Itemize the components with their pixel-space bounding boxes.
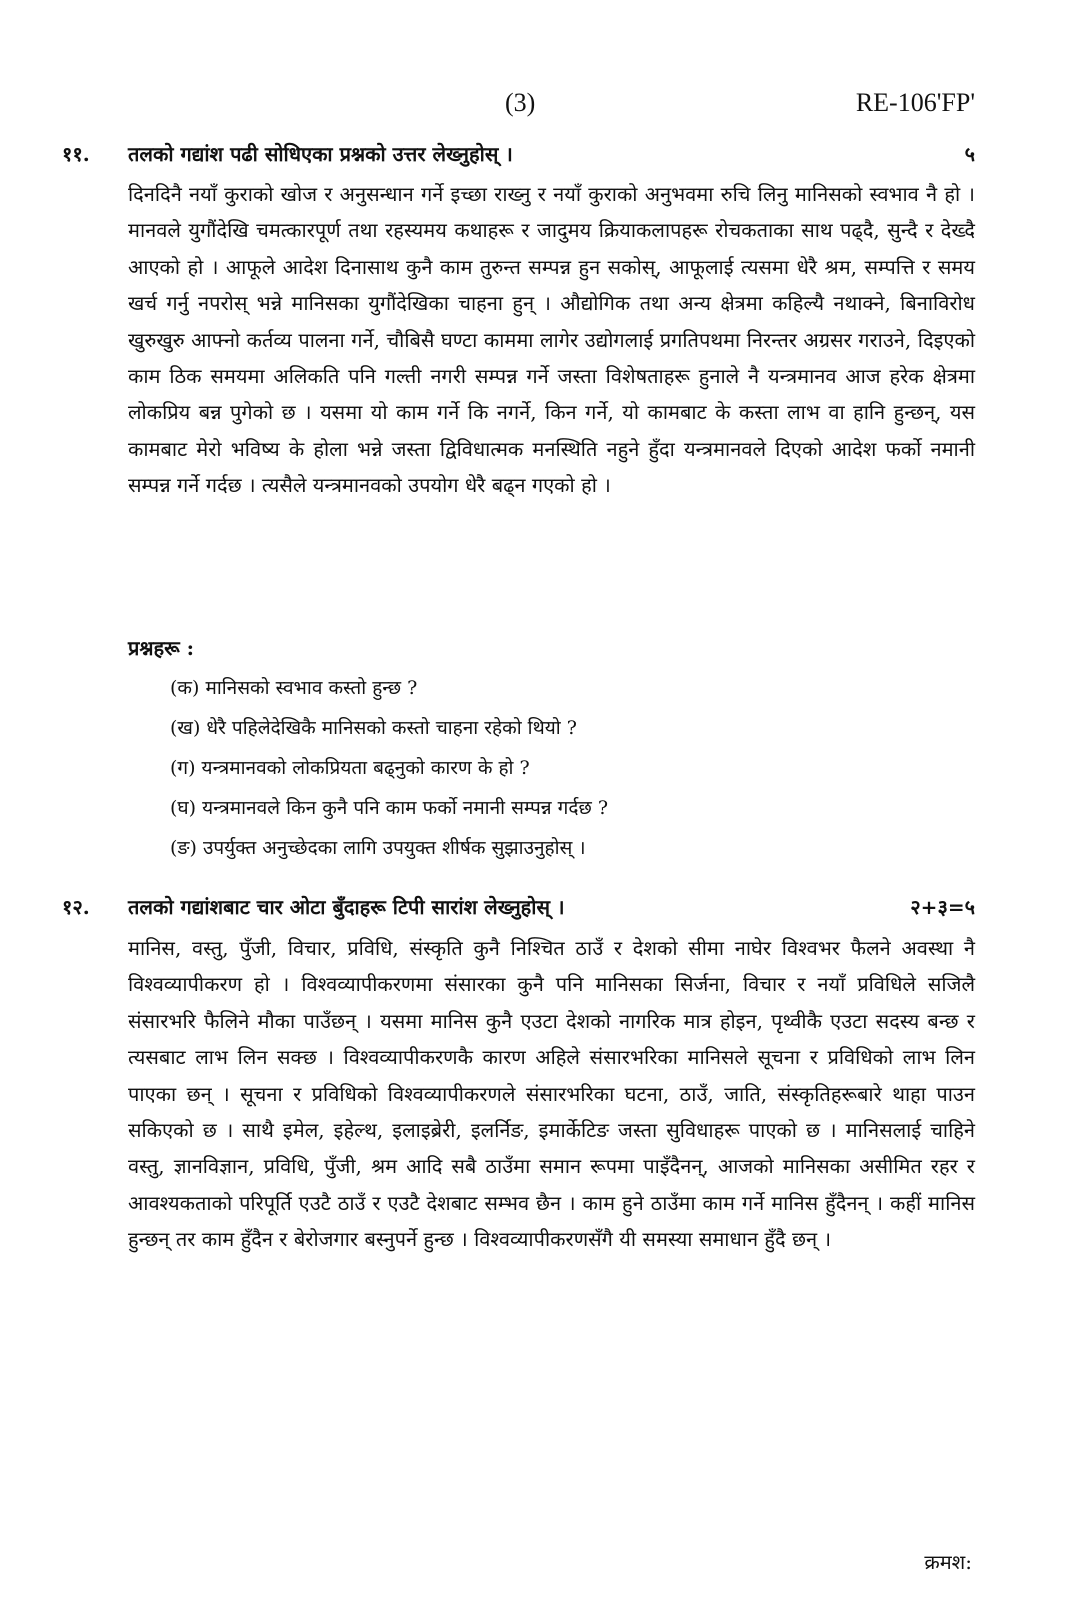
question-11-subquestions [170,668,608,868]
question-marks: ५ [964,142,975,166]
question-number: ११. [62,142,90,166]
question-12-heading [62,893,975,920]
question-title: तलको गद्यांश पढी सोधिएका प्रश्नको उत्तर लेख्नुहोस् । [128,142,513,166]
list-item: (क) मानिसको स्वभाव कस्तो हुन्छ ? [170,677,418,699]
continued-label: क्रमश: [924,1550,972,1574]
question-12-passage: मानिस, वस्तु, पुँजी, विचार, प्रविधि, संस्कृति कुनै निश्चित ठाउँ र देशको सीमा नाघेर विश्वभर फैलने अवस्था नै विश्वव्यापीकरण हो । विश्वव्यापीकरणमा संसारका कुनै पनि मानिसका सिर्जना, विचार र नयाँ प्रविधिले सजिलै संसारभरि फैलिने मौका पाउँछन् । यसमा मानिस कुनै एउटा देशको नागरिक मात्र होइन, पृथ्वीकै एउटा सदस्य बन्छ र त्यसबाट लाभ लिन सक्छ । विश्वव्यापीकरणकै कारण अहिले संसारभरिका मानिसले सूचना र प्रविधिको लाभ लिन पाएका छन् । सूचना र प्रविधिको विश्वव्यापीकरणले संसारभरिका घटना, ठाउँ, जाति, संस्कृतिहरूबारे थाहा पाउन सकिएको छ । साथै इमेल, इहेल्थ, इलाइब्रेरी, इलर्निङ, इमार्केटिङ जस्ता सुविधाहरू पाएको छ । मानिसलाई चाहिने वस्तु, ज्ञानविज्ञान, प्रविधि, पुँजी, श्रम आदि सबै ठाउँमा समान रूपमा पाइँदैनन्, आजको मानिसका असीमित रहर र आवश्यकताको परिपूर्ति एउटै ठाउँ र एउटै देशबाट सम्भव छैन । काम हुने ठाउँमा काम गर्ने मानिस हुँदैनन् । कहीं मानिस हुन्छन् तर काम हुँदैन र बेरोजगार बस्नुपर्ने हुन्छ । विश्वव्यापीकरणसँगै यी समस्या समाधान हुँदै छन् । [128,936,975,1252]
list-item: (ग) यन्त्रमानवको लोकप्रियता बढ्नुको कारण के हो ? [170,757,530,779]
list-item: (ङ) उपर्युक्त अनुच्छेदका लागि उपयुक्त शीर्षक सुझाउनुहोस् । [170,837,586,859]
question-title: तलको गद्यांशबाट चार ओटा बुँदाहरू टिपी सारांश लेख्नुहोस् । [128,895,565,919]
question-11-passage: दिनदिनै नयाँ कुराको खोज र अनुसन्धान गर्ने इच्छा राख्नु र नयाँ कुराको अनुभवमा रुचि लिनु मानिसको स्वभाव नै हो । मानवले युगौंदेखि चमत्कारपूर्ण तथा रहस्यमय कथाहरू र जादुमय क्रियाकलापहरू रोचकताका साथ पढ्दै, सुन्दै र देख्दै आएको हो । आफूले आदेश दिनासाथ कुनै काम तुरुन्त सम्पन्न हुन सकोस्, आफूलाई त्यसमा धेरै श्रम, सम्पत्ति र समय खर्च गर्नु नपरोस् भन्ने मानिसका युगौंदेखिका चाहना हुन् । औद्योगिक तथा अन्य क्षेत्रमा कहिल्यै नथाक्ने, बिनाविरोध खुरुखुरु आफ्नो कर्तव्य पालना गर्ने, चौबिसै घण्टा काममा लागेर उद्योगलाई प्रगतिपथमा निरन्तर अग्रसर गराउने, दिइएको काम ठिक समयमा अलिकति पनि गल्ती नगरी सम्पन्न गर्ने जस्ता विशेषताहरू हुनाले नै यन्त्रमानव आज हरेक क्षेत्रमा लोकप्रिय बन्न पुगेको छ । यसमा यो काम गर्ने कि नगर्ने, किन गर्ने, यो कामबाट के कस्ता लाभ वा हानि हुन्छन्, यस कामबाट मेरो भविष्य के होला भन्ने जस्ता द्विविधात्मक मनस्थिति नहुने हुँदा यन्त्रमानवले दिएको आदेश फर्को नमानी सम्पन्न गर्ने गर्दछ । त्यसैले यन्त्रमानवको उपयोग धेरै बढ्न गएको हो । [128,182,975,498]
page-number: (3) [505,88,536,117]
question-number: १२. [62,895,90,919]
question-11-heading [62,140,975,167]
question-marks: २+३=५ [910,895,975,919]
paper-code: RE-106'FP' [855,88,975,117]
list-item: (घ) यन्त्रमानवले किन कुनै पनि काम फर्को नमानी सम्पन्न गर्दछ ? [170,797,609,819]
questions-label: प्रश्नहरू : [128,636,195,660]
list-item: (ख) धेरै पहिलेदेखिकै मानिसको कस्तो चाहना रहेको थियो ? [170,717,577,739]
